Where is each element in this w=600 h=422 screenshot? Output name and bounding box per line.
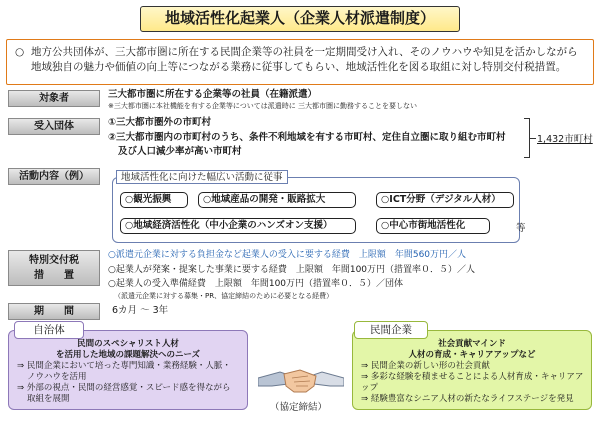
host-count: 1,432市町村	[537, 134, 593, 145]
municipality-panel	[8, 330, 248, 410]
municipality-item-2b: 取組を展開	[27, 394, 70, 404]
municipality-item-1: ⇒ 民間企業において培った専門知識・業務経験・人脈・	[17, 361, 231, 371]
period-label: 期 間	[8, 303, 100, 320]
intro-bullet: ○	[15, 46, 25, 58]
company-title-1: 社会貢献マインド	[438, 339, 506, 349]
host-label: 受入団体	[8, 118, 100, 135]
target-main: 三大都市圏に所在する企業等の社員（在籍派遣）	[108, 89, 318, 100]
municipality-item-2: ⇒ 外部の視点・民間の経営感覚・スピード感を得ながら	[17, 383, 231, 393]
chip-tourism: ○観光振興	[120, 192, 188, 208]
target-note: ※三大都市圏に本社機能を有する企業等については派遣時に 三大都市圏に勤務することを要しない	[108, 102, 417, 110]
host-item-2a: ②三大都市圏内の市町村のうち、条件不利地域を有する市町村、定住自立圏に取り組む市町村	[108, 132, 506, 143]
tax-item-3: ○起業人の受入準備経費 上限額 年間100万円（措置率０．５）／団体	[108, 279, 404, 289]
municipality-title-2: を活用した地域の課題解決へのニーズ	[55, 350, 201, 360]
company-head: 民間企業	[354, 321, 428, 339]
period-value: 6カ月 ～ 3年	[112, 305, 169, 316]
municipality-item-1b: ノウハウを活用	[27, 372, 87, 382]
host-item-1: ①三大都市圏外の市町村	[108, 117, 212, 128]
chip-bullet: ○	[381, 194, 390, 205]
chip-bullet: ○	[125, 194, 134, 205]
company-item-1: ⇒ 民間企業の新しい形の社会貢献	[361, 361, 490, 371]
handshake-icon	[258, 356, 344, 402]
tax-item-2: ○起業人が発案・提案した事業に要する経費 上限額 年間100万円（措置率０．５）／人	[108, 265, 476, 275]
chip-bullet: ○	[381, 220, 390, 231]
company-title-2: 人材の育成・キャリアアップなど	[408, 350, 536, 360]
intro-box	[6, 39, 594, 85]
page-title: 地域活性化起業人（企業人材派遣制度）	[140, 6, 460, 32]
activities-label: 活動内容（例）	[8, 168, 100, 185]
chip-local-economy: ○地域経済活性化（中小企業のハンズオン支援）	[120, 218, 356, 234]
tax-label: 特別交付税 措 置	[8, 250, 100, 286]
agreement-label: （協定締結）	[270, 402, 328, 413]
activities-heading: 地域活性化に向けた幅広い活動に従事	[116, 170, 288, 184]
chip-local-products: ○地域産品の開発・販路拡大	[198, 192, 356, 208]
municipality-title-1: 民間のスペシャリスト人材	[77, 339, 179, 349]
chip-ict: ○ICT分野（デジタル人材）	[376, 192, 514, 208]
intro-line-1: 地方公共団体が、三大都市圏に所在する民間企業等の社員を一定期間受け入れ、そのノウハウや知見を活かしながら	[31, 46, 578, 58]
tax-item-1: ○派遣元企業に対する負担金など起業人の受入に要する経費 上限額 年間560万円／人	[108, 250, 467, 260]
host-bracket-line	[530, 138, 536, 139]
host-item-2b: 及び人口減少率が高い市町村	[118, 146, 242, 157]
activities-etc: 等	[516, 223, 526, 234]
company-item-2: ⇒ 多彩な経験を積ませることによる人材育成・キャリアアップ	[361, 372, 584, 393]
chip-bullet: ○	[203, 194, 212, 205]
chip-city-center: ○中心市街地活性化	[376, 218, 490, 234]
tax-note: （派遣元企業に対する募集・PR、協定締結のために必要となる経費）	[114, 292, 334, 300]
intro-line-2: 地域独自の魅力や価値の向上等につながる業務に従事してもらい、地域活性化を図る取組に対し特別交付税措置。	[31, 61, 567, 73]
chip-bullet: ○	[125, 220, 134, 231]
company-item-3: ⇒ 経験豊富なシニア人材の新たなライフステージを発見	[361, 394, 574, 404]
target-label: 対象者	[8, 90, 100, 107]
company-panel	[352, 330, 592, 410]
municipality-head: 自治体	[14, 321, 84, 339]
